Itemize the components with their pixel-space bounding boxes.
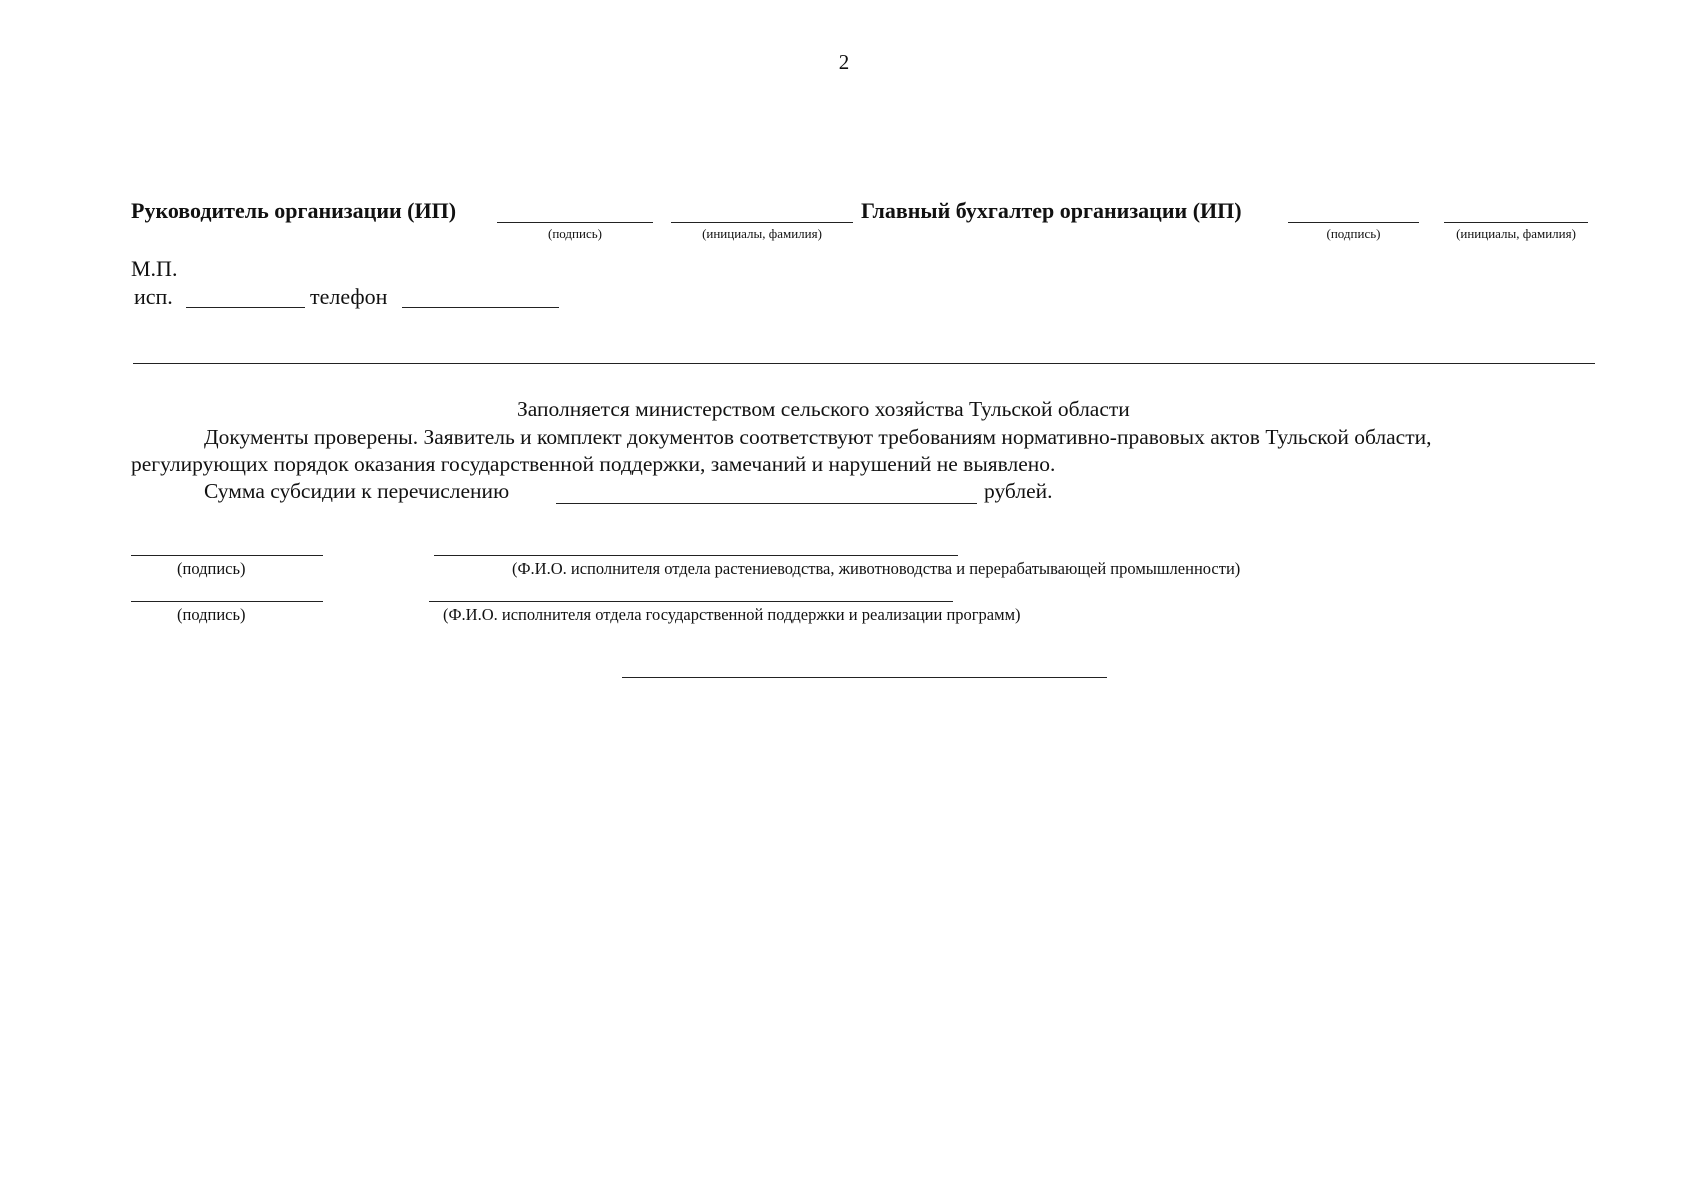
official2-signature-line[interactable] xyxy=(131,601,323,602)
executor-name-line[interactable] xyxy=(186,307,305,308)
accountant-name-caption: (инициалы, фамилия) xyxy=(1456,226,1576,241)
page-number: 2 xyxy=(838,50,850,74)
accountant-name-line[interactable] xyxy=(1444,222,1588,223)
head-signature-line[interactable] xyxy=(497,222,653,223)
accountant-label: Главный бухгалтер организации (ИП) xyxy=(861,198,1242,223)
head-name-line[interactable] xyxy=(671,222,853,223)
subsidy-amount-line[interactable] xyxy=(556,503,977,504)
subsidy-unit: рублей. xyxy=(984,479,1053,503)
head-label: Руководитель организации (ИП) xyxy=(131,198,457,223)
official1-name-caption: (Ф.И.О. исполнителя отдела растениеводства, животноводства и перерабатывающей промышленности) xyxy=(512,559,1241,578)
stamp-label: М.П. xyxy=(131,256,178,281)
official2-signature-caption: (подпись) xyxy=(177,605,246,624)
subsidy-label: Сумма субсидии к перечислению xyxy=(204,479,510,503)
official2-name-line[interactable] xyxy=(429,601,953,602)
official1-signature-line[interactable] xyxy=(131,555,323,556)
official1-name-line[interactable] xyxy=(434,555,958,556)
section-divider xyxy=(133,363,1595,364)
accountant-signature-caption: (подпись) xyxy=(1326,226,1381,241)
official1-signature-caption: (подпись) xyxy=(177,559,246,578)
verification-paragraph-line2: регулирующих порядок оказания государственной поддержки, замечаний и нарушений не выявлено. xyxy=(131,452,1056,476)
official2-name-caption: (Ф.И.О. исполнителя отдела государственной поддержки и реализации программ) xyxy=(443,605,1021,624)
closing-line xyxy=(622,677,1107,678)
executor-label: исп. xyxy=(134,284,173,309)
verification-paragraph-line1: Документы проверены. Заявитель и комплект документов соответствуют требованиям нормативно-правовых актов Тульской области, xyxy=(204,425,1432,449)
phone-line[interactable] xyxy=(402,307,559,308)
phone-label: телефон xyxy=(310,284,388,309)
head-signature-caption: (подпись) xyxy=(548,226,602,241)
head-name-caption: (инициалы, фамилия) xyxy=(702,226,822,241)
ministry-section-title: Заполняется министерством сельского хозяйства Тульской области xyxy=(517,397,1130,421)
accountant-signature-line[interactable] xyxy=(1288,222,1419,223)
